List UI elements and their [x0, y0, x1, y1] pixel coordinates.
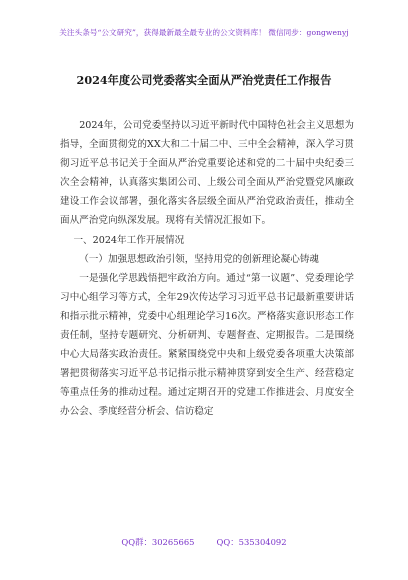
qq-label: QQ：	[216, 537, 239, 547]
qq-number: 535304092	[238, 537, 287, 547]
intro-paragraph: 2024年，公司党委坚持以习近平新时代中国特色社会主义思想为指导，全面贯彻党的XX大和二十届二中、三中全会精神，深入学习贯彻习近平总书记关于全面从严治党重要论述和党的二十届中央纪委三次全会精神，认真落实集团公司、上级公司全面从严治党暨党风廉政建设工作会议部署，强化落实各层级全面从严治党政治责任，推动全面从严治党向纵深发展。现将有关情况汇报如下。	[60, 120, 354, 227]
qq-group-label: QQ群：	[121, 537, 152, 547]
qq-group-number: 30265665	[151, 537, 195, 547]
document-body	[60, 116, 354, 422]
subsection-heading: （一）加强思想政治引领，坚持用党的创新理论凝心铸魂	[79, 253, 320, 265]
header-banner: 关注头条号“公文研究”，获得最新最全最专业的公文资料库！ 微信同步：gongwenyj	[59, 28, 349, 37]
body-paragraph: 一是强化学思践悟把牢政治方向。通过“第一议题”、党委理论学习中心组学习等方式，全年29次传达学习习近平总书记最新重要讲话和指示批示精神，党委中心组理论学习16次。严格落实意识形态工作责任制，坚持专题研究、分析研判、专题督查、定期报告。二是围绕中心大局落实政治责任。紧紧围绕党中央和上级党委各项重大决策部署把贯彻落实习近平总书记指示批示精神贯穿到安全生产、经营稳定等重点任务的推动过程。通过定期召开的党建工作推进会、月度安全办公会、季度经营分析会、信访稳定	[60, 272, 354, 418]
section-heading: 一、2024年工作开展情况	[73, 234, 185, 246]
footer-contact	[0, 537, 408, 548]
document-title: 2024年度公司党委落实全面从严治党责任工作报告	[76, 73, 332, 87]
